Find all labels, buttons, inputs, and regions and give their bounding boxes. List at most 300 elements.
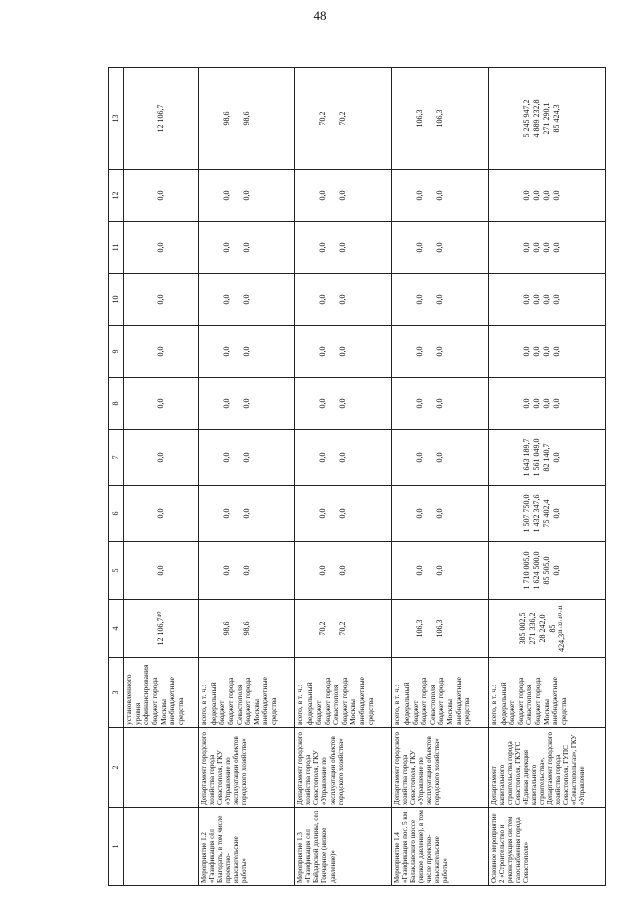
cell-line: 0,0 (221, 346, 231, 357)
cell-line (562, 70, 572, 167)
cell-line: 0,0 (155, 346, 165, 357)
cell-line: внебюджетные средства (550, 677, 568, 725)
table-cell-col10 (124, 274, 199, 326)
cell-line: 0,0 (318, 294, 328, 305)
cell-line: федеральный бюджет (208, 682, 227, 725)
cell-line: 0,0 (541, 398, 551, 409)
table-cell-col9 (124, 326, 199, 378)
cell-line: 1 507 750,0 (521, 494, 531, 533)
page-number: 48 (313, 8, 327, 23)
cell-line: всего, в т. ч.: (295, 684, 305, 725)
cell-line (328, 602, 338, 655)
cell-line: 0,0 (434, 294, 444, 305)
cell-line (445, 70, 455, 167)
table-row (198, 68, 295, 886)
cell-line (328, 172, 338, 219)
cell-line: 85 505,0 (541, 556, 551, 585)
cell-line: 12 106,7⁴⁰ (155, 611, 165, 646)
cell-line: бюджет города Москвы (243, 677, 261, 725)
cell-line (445, 544, 455, 597)
cell-line (348, 380, 358, 427)
cell-line (445, 328, 455, 375)
cell-line: 70,2 (318, 111, 328, 126)
table-cell-col6 (391, 486, 488, 542)
table-cell-col3 (295, 658, 392, 728)
cell-line: 0,0 (338, 242, 348, 253)
cell-line: бюджет города Москвы (149, 677, 168, 725)
cell-line: всего, в т. ч.: (488, 684, 498, 725)
cell-line (358, 380, 368, 427)
cell-line (146, 432, 156, 483)
cell-line (445, 602, 455, 655)
cell-line: бюджет города Москвы (339, 677, 358, 725)
cell-line: 85 424,3³¹·³²·⁴⁰·⁴¹ (547, 605, 566, 652)
table-cell-col7 (488, 430, 605, 486)
cell-line: установленного уровня софинансирования (124, 664, 151, 725)
cell-line: 98,6 (241, 111, 251, 126)
cell-line (348, 602, 358, 655)
cell-line: 0,0 (414, 346, 424, 357)
cell-line (328, 432, 338, 483)
measure-name-cell: Мероприятие 1.4 «Газификация пос. 5 км Балаклавского шоссе (низкое давление), в том числе проектно-изыскательские работы» (391, 808, 488, 886)
cell-line: 98,6 (241, 621, 251, 636)
cell-line: 0,0 (221, 398, 231, 409)
cell-line (455, 70, 465, 167)
cell-line: 70,2 (318, 621, 328, 636)
cell-line: внебюджетные средства (453, 677, 472, 725)
cell-line: 0,0 (414, 190, 424, 201)
cell-line (262, 276, 272, 323)
table-cell-col11 (295, 222, 392, 274)
table-cell-col11 (488, 222, 605, 274)
column-header-13: 13 (109, 68, 124, 170)
cell-line: всего, в т. ч.: (198, 684, 208, 725)
cell-line: 0,0 (541, 346, 551, 357)
cell-line: бюджет города Москвы (533, 677, 551, 725)
cell-line (166, 380, 176, 427)
cell-line (425, 432, 435, 483)
cell-line: 0,0 (414, 452, 424, 463)
cell-line: внебюджетные средства (260, 677, 279, 725)
cell-line: 0,0 (221, 190, 231, 201)
cell-line (445, 276, 455, 323)
column-header-9: 9 (109, 326, 124, 378)
cell-line (425, 224, 435, 271)
budget-table (108, 67, 606, 886)
cell-line: 0,0 (338, 346, 348, 357)
cell-line: 0,0 (338, 565, 348, 576)
cell-line: 0,0 (434, 452, 444, 463)
cell-line (262, 224, 272, 271)
cell-line (328, 544, 338, 597)
cell-line: 0,0 (221, 452, 231, 463)
cell-line: 0,0 (414, 294, 424, 305)
cell-line: 70,2 (338, 621, 348, 636)
cell-line (358, 602, 368, 655)
cell-line (262, 488, 272, 539)
cell-line (252, 172, 262, 219)
cell-line: 0,0 (155, 190, 165, 201)
cell-line (455, 488, 465, 539)
cell-line: 85 424,3 (551, 104, 561, 133)
cell-line: 0,0 (531, 398, 541, 409)
column-header-5: 5 (109, 542, 124, 600)
cell-line (166, 488, 176, 539)
cell-line: бюджет города Севастополя (225, 677, 244, 725)
cell-line (262, 380, 272, 427)
cell-line (348, 488, 358, 539)
cell-line: 0,0 (318, 190, 328, 201)
cell-line (562, 224, 572, 271)
cell-line: 12 106,7 (155, 104, 165, 133)
table-cell-col9 (198, 326, 295, 378)
cell-line: 0,0 (531, 190, 541, 201)
cell-line: 0,0 (551, 565, 561, 576)
cell-line: 0,0 (318, 565, 328, 576)
cell-line: 0,0 (551, 242, 561, 253)
cell-line (445, 380, 455, 427)
cell-line (328, 488, 338, 539)
cell-line: 0,0 (521, 294, 531, 305)
cell-line: 0,0 (551, 190, 561, 201)
cell-line: 0,0 (414, 398, 424, 409)
column-header-2: 2 (109, 728, 124, 808)
executor-cell: Департамент капитального строительства города Севастополя, ГКУГС «Единая дирекция капитального строительства», Департамент городского хозяйства города Севастополя, ГУПС «Севастопольгаз», ГКУ «Управление (488, 728, 605, 808)
table-cell-col5 (488, 542, 605, 600)
cell-line (562, 380, 572, 427)
cell-line: 0,0 (155, 452, 165, 463)
cell-line (146, 602, 156, 655)
cell-line (146, 172, 156, 219)
table-cell-col8 (391, 378, 488, 430)
table-cell-col3 (124, 658, 199, 728)
table-cell-col5 (198, 542, 295, 600)
table-cell-col13 (198, 68, 295, 170)
table-cell-col7 (391, 430, 488, 486)
cell-line (252, 602, 262, 655)
cell-line (252, 488, 262, 539)
cell-line: 1 643 189,7 (521, 438, 531, 477)
cell-line (166, 224, 176, 271)
cell-line: 0,0 (318, 242, 328, 253)
cell-line (252, 380, 262, 427)
executor-cell: Департамент городского хозяйства города Севастополя, ГКУ «Управление по эксплуатации объектов городского хозяйства» (295, 728, 392, 808)
cell-line: бюджет города Москвы (436, 677, 455, 725)
cell-line: 0,0 (155, 398, 165, 409)
measure-name-cell: Мероприятие 1.3 «Газификация сел Байдарской долины, сел Гончарное (низкое давление)» (295, 808, 392, 886)
table-row (124, 68, 199, 886)
cell-line (262, 432, 272, 483)
header-row (109, 68, 124, 886)
table-cell-col13 (488, 68, 605, 170)
cell-line (328, 276, 338, 323)
cell-line (232, 276, 242, 323)
cell-line (348, 328, 358, 375)
cell-line (425, 70, 435, 167)
cell-line (425, 488, 435, 539)
cell-line: 1 561 049,0 (531, 438, 541, 477)
cell-line (146, 328, 156, 375)
cell-line: 0,0 (338, 190, 348, 201)
cell-line (455, 172, 465, 219)
cell-line: 5 245 947,2 (521, 99, 531, 138)
cell-line: 0,0 (155, 508, 165, 519)
table-cell-col6 (295, 486, 392, 542)
table-cell-col8 (124, 378, 199, 430)
cell-line: 0,0 (221, 294, 231, 305)
cell-line: 0,0 (541, 242, 551, 253)
table-cell-col8 (488, 378, 605, 430)
cell-line (562, 544, 572, 597)
cell-line: 106,3 (434, 619, 444, 638)
cell-line (252, 432, 262, 483)
table-cell-col9 (488, 326, 605, 378)
cell-line (166, 544, 176, 597)
table-cell-col3 (391, 658, 488, 728)
cell-line: 0,0 (241, 452, 251, 463)
cell-line: 0,0 (551, 398, 561, 409)
cell-line: 0,0 (318, 452, 328, 463)
cell-line (166, 432, 176, 483)
cell-line: 0,0 (551, 508, 561, 519)
cell-line (455, 276, 465, 323)
cell-line (252, 224, 262, 271)
cell-line (445, 224, 455, 271)
cell-line (232, 70, 242, 167)
table-cell-col12 (488, 170, 605, 222)
table-cell-col10 (488, 274, 605, 326)
cell-line (146, 488, 156, 539)
cell-line: 82 140,7 (541, 443, 551, 472)
measure-name-cell (124, 808, 199, 886)
table-cell-col10 (391, 274, 488, 326)
cell-line (146, 380, 156, 427)
cell-line: 271 290,1 (541, 102, 551, 135)
cell-line: 0,0 (531, 346, 541, 357)
cell-line: федеральный бюджет (401, 682, 420, 725)
cell-line (358, 172, 368, 219)
cell-line (562, 328, 572, 375)
table-cell-col4 (391, 600, 488, 658)
cell-line: 0,0 (521, 346, 531, 357)
cell-line (455, 544, 465, 597)
cell-line: 271 336,2 (527, 612, 537, 645)
table-cell-col9 (391, 326, 488, 378)
table-cell-col6 (488, 486, 605, 542)
table-row (295, 68, 392, 886)
cell-line: 106,3 (414, 109, 424, 128)
column-header-10: 10 (109, 274, 124, 326)
cell-line: федеральный бюджет (498, 682, 517, 725)
table-cell-col8 (198, 378, 295, 430)
cell-line: 0,0 (414, 565, 424, 576)
cell-line: 0,0 (541, 190, 551, 201)
cell-line: 385 002,5 (517, 612, 527, 645)
cell-line (566, 602, 576, 655)
cell-line (262, 544, 272, 597)
cell-line (166, 70, 176, 167)
cell-line (232, 224, 242, 271)
cell-line: 70,2 (338, 111, 348, 126)
cell-line: 0,0 (318, 398, 328, 409)
cell-line: бюджет города Севастополя (515, 677, 534, 725)
cell-line (358, 276, 368, 323)
table-row (488, 68, 605, 886)
measure-name-cell: Мероприятие 1.2 «Газификация сёл Благодать, в том числе проектно-изыскательские работы» (198, 808, 295, 886)
column-header-6: 6 (109, 486, 124, 542)
cell-line: 0,0 (241, 508, 251, 519)
cell-line (425, 328, 435, 375)
cell-line (455, 602, 465, 655)
cell-line (348, 432, 358, 483)
cell-line: 0,0 (521, 242, 531, 253)
cell-line (445, 488, 455, 539)
table-cell-col5 (295, 542, 392, 600)
table-cell-col4 (295, 600, 392, 658)
cell-line: 4 889 232,8 (531, 99, 541, 138)
cell-line: 1 710 005,0 (521, 551, 531, 590)
cell-line: 0,0 (241, 398, 251, 409)
cell-line: 0,0 (241, 242, 251, 253)
cell-line: 0,0 (155, 242, 165, 253)
cell-line: 0,0 (551, 346, 561, 357)
cell-line: 0,0 (155, 294, 165, 305)
cell-line (232, 172, 242, 219)
cell-line: 0,0 (338, 398, 348, 409)
cell-line: бюджет города Севастополя (322, 677, 341, 725)
cell-line (262, 328, 272, 375)
table-cell-col13 (391, 68, 488, 170)
table-cell-col6 (198, 486, 295, 542)
cell-line: 0,0 (241, 294, 251, 305)
table-cell-col7 (295, 430, 392, 486)
cell-line: 0,0 (551, 294, 561, 305)
cell-line (328, 380, 338, 427)
cell-line: 0,0 (338, 508, 348, 519)
cell-line (262, 172, 272, 219)
cell-line: 0,0 (434, 508, 444, 519)
cell-line: 1 432 347,6 (531, 494, 541, 533)
cell-line (455, 380, 465, 427)
cell-line (425, 602, 435, 655)
table-cell-col10 (295, 274, 392, 326)
cell-line: 75 402,4 (541, 499, 551, 528)
cell-line: 0,0 (221, 565, 231, 576)
cell-line (262, 602, 272, 655)
cell-line (328, 328, 338, 375)
cell-line (425, 544, 435, 597)
executor-cell: Департамент городского хозяйства города Севастополя, ГКУ «Управление по эксплуатации объектов городского хозяйства» (391, 728, 488, 808)
table-cell-col5 (391, 542, 488, 600)
column-header-1: 1 (109, 808, 124, 886)
cell-line (328, 70, 338, 167)
table-cell-col6 (124, 486, 199, 542)
cell-line: 0,0 (318, 346, 328, 357)
cell-line (252, 328, 262, 375)
cell-line: 0,0 (521, 190, 531, 201)
table-body (124, 68, 606, 886)
column-header-8: 8 (109, 378, 124, 430)
cell-line: 0,0 (434, 242, 444, 253)
cell-line (232, 544, 242, 597)
cell-line (166, 276, 176, 323)
cell-line: 0,0 (338, 452, 348, 463)
table-cell-col12 (124, 170, 199, 222)
executor-cell: Департамент городского хозяйства города Севастополя, ГКУ «Управление по эксплуатации объектов городского хозяйства» (198, 728, 295, 808)
table-row (391, 68, 488, 886)
cell-line (562, 488, 572, 539)
table-cell-col4 (488, 600, 605, 658)
cell-line: 0,0 (434, 190, 444, 201)
table-cell-col13 (124, 68, 199, 170)
cell-line (262, 70, 272, 167)
cell-line: 0,0 (414, 242, 424, 253)
cell-line (252, 70, 262, 167)
table-cell-col8 (295, 378, 392, 430)
table-cell-col12 (391, 170, 488, 222)
cell-line (445, 432, 455, 483)
column-header-12: 12 (109, 170, 124, 222)
cell-line (358, 432, 368, 483)
cell-line (425, 380, 435, 427)
cell-line (146, 544, 156, 597)
cell-line (232, 328, 242, 375)
column-header-3: 3 (109, 658, 124, 728)
cell-line (562, 172, 572, 219)
cell-line (348, 172, 358, 219)
cell-line (445, 172, 455, 219)
cell-line: 0,0 (338, 294, 348, 305)
table-container (108, 68, 606, 886)
cell-line: 0,0 (434, 565, 444, 576)
cell-line: 0,0 (541, 294, 551, 305)
cell-line (455, 328, 465, 375)
table-cell-col11 (124, 222, 199, 274)
cell-line (358, 488, 368, 539)
cell-line: 0,0 (221, 242, 231, 253)
column-header-11: 11 (109, 222, 124, 274)
column-header-4: 4 (109, 600, 124, 658)
table-cell-col4 (124, 600, 199, 658)
cell-line (252, 276, 262, 323)
cell-line: внебюджетные средства (357, 677, 375, 725)
table-cell-col13 (295, 68, 392, 170)
cell-line (166, 328, 176, 375)
table-cell-col11 (198, 222, 295, 274)
cell-line (358, 328, 368, 375)
table-cell-col12 (198, 170, 295, 222)
cell-line (232, 432, 242, 483)
cell-line: 0,0 (531, 242, 541, 253)
cell-line: 1 624 500,0 (531, 551, 541, 590)
cell-line (348, 544, 358, 597)
cell-line (348, 70, 358, 167)
table-cell-col7 (198, 430, 295, 486)
table-cell-col7 (124, 430, 199, 486)
cell-line (166, 172, 176, 219)
column-header-7: 7 (109, 430, 124, 486)
table-cell-col5 (124, 542, 199, 600)
cell-line (562, 276, 572, 323)
cell-line: 0,0 (318, 508, 328, 519)
cell-line: 0,0 (221, 508, 231, 519)
cell-line (232, 602, 242, 655)
cell-line (348, 224, 358, 271)
cell-line (562, 432, 572, 483)
cell-line (232, 380, 242, 427)
cell-line: 28 242,0 (537, 614, 547, 643)
cell-line (146, 224, 156, 271)
